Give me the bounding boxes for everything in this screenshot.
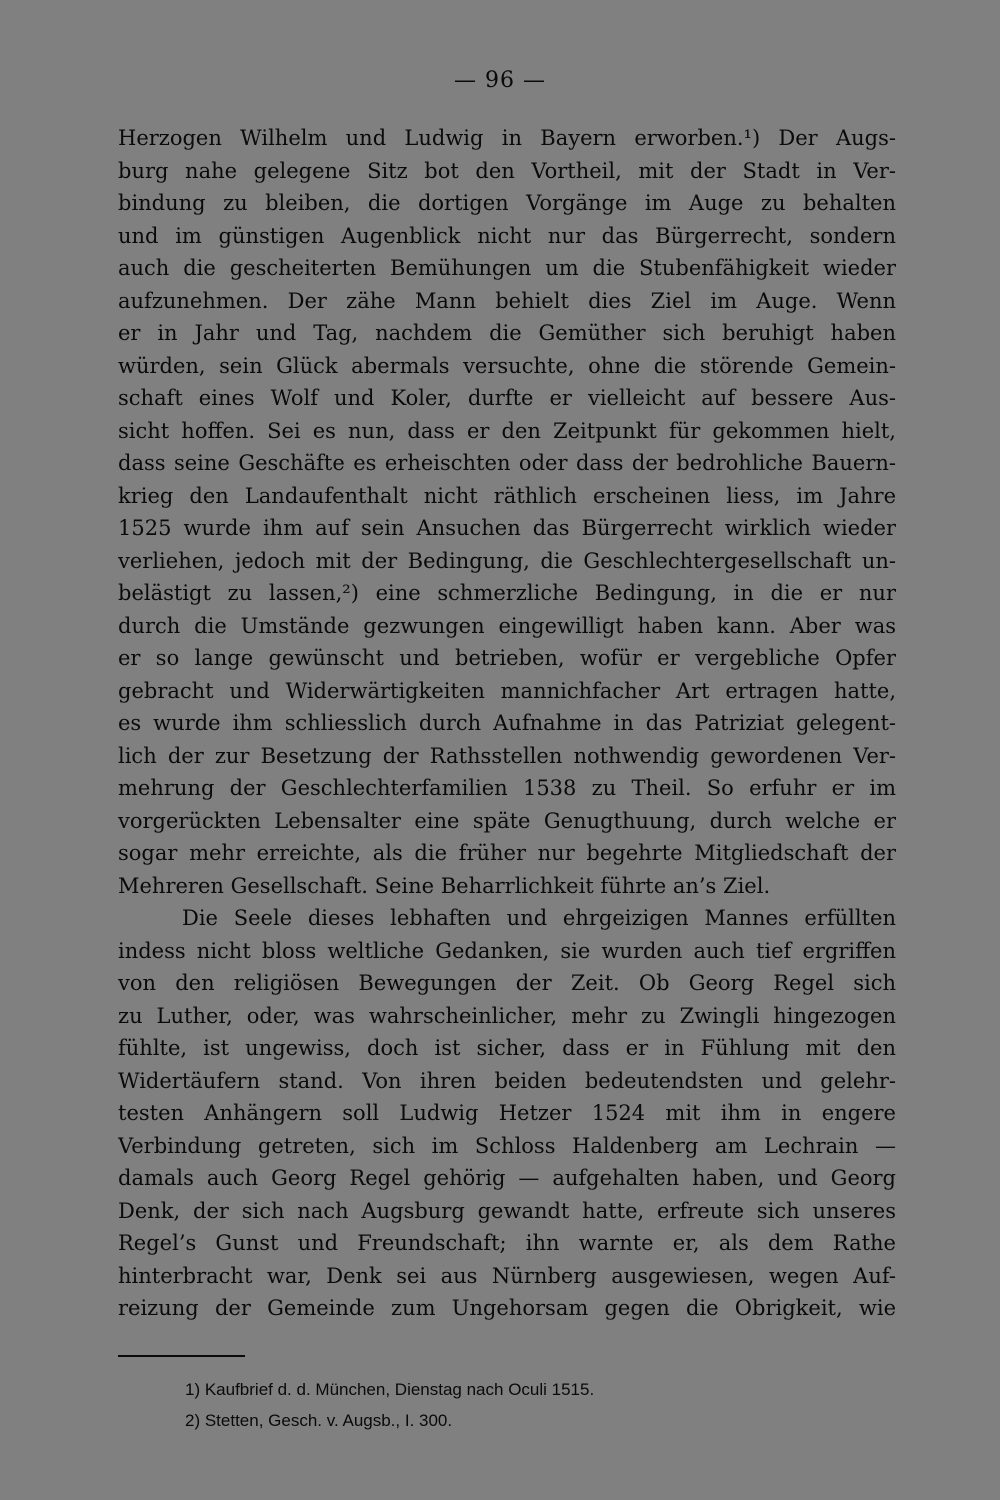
text-line: und im günstigen Augenblick nicht nur das Bürgerrecht, sondern [118, 223, 896, 248]
text-line: hinterbracht war, Denk sei aus Nürnberg ausgewiesen, wegen Auf- [118, 1263, 896, 1288]
text-line: schaft eines Wolf und Koler, durfte er vielleicht auf bessere Aus- [118, 386, 896, 410]
text-line: Herzogen Wilhelm und Ludwig in Bayern erworben.¹) Der Augs- [118, 126, 896, 150]
page-number: — 96 — [454, 68, 546, 93]
text-line: testen Anhängern soll Ludwig Hetzer 1524 mit ihm in engere [118, 1101, 896, 1125]
footnote-divider [118, 1355, 245, 1357]
text-line: Mehreren Gesellschaft. Seine Beharrlichkeit führte an’s Ziel. [118, 873, 771, 898]
text-line: Denk, der sich nach Augsburg gewandt hatte, erfreute sich unseres [118, 1198, 896, 1223]
text-line: mehrung der Geschlechterfamilien 1538 zu Theil. So erfuhr er im [118, 776, 896, 800]
footnote: 2) Stetten, Gesch. v. Augsb., I. 300. [185, 1411, 453, 1430]
footnote: 1) Kaufbrief d. d. München, Dienstag nach Oculi 1515. [185, 1380, 595, 1399]
footnotes [185, 1374, 885, 1436]
text-line: krieg den Landaufenthalt nicht räthlich erscheinen liess, im Jahre [118, 483, 896, 508]
text-line: Verbindung getreten, sich im Schloss Haldenberg am Lechrain — [118, 1133, 896, 1158]
text-line: damals auch Georg Regel gehörig — aufgehalten haben, und Georg [118, 1166, 896, 1190]
text-line: belästigt zu lassen,²) eine schmerzliche Bedingung, in die er nur [118, 581, 896, 605]
text-line: verliehen, jedoch mit der Bedingung, die Geschlechtergesellschaft un- [118, 548, 896, 573]
text-line: 1525 wurde ihm auf sein Ansuchen das Bürgerrecht wirklich wieder [118, 516, 896, 540]
text-line: Widertäufern stand. Von ihren beiden bedeutendsten und gelehr- [118, 1068, 896, 1093]
text-line: burg nahe gelegene Sitz bot den Vortheil, mit der Stadt in Ver- [118, 158, 896, 183]
text-line: reizung der Gemeinde zum Ungehorsam gegen die Obrigkeit, wie [118, 1296, 896, 1320]
body-text [118, 122, 896, 1325]
text-line: vorgerückten Lebensalter eine späte Genugthuung, durch welche er [118, 808, 896, 833]
text-line: auch die gescheiterten Bemühungen um die Stubenfähigkeit wieder [118, 256, 896, 280]
text-line: zu Luther, oder, was wahrscheinlicher, mehr zu Zwingli hingezogen [118, 1003, 896, 1028]
text-line: fühlte, ist ungewiss, doch ist sicher, dass er in Fühlung mit den [118, 1036, 896, 1060]
text-line: lich der zur Besetzung der Rathsstellen nothwendig gewordenen Ver- [118, 743, 896, 768]
text-line: er in Jahr und Tag, nachdem die Gemüther sich beruhigt haben [118, 321, 896, 345]
text-line: es wurde ihm schliesslich durch Aufnahme in das Patriziat gelegent- [118, 711, 896, 735]
text-line: Regel’s Gunst und Freundschaft; ihn warnte er, als dem Rathe [118, 1231, 896, 1255]
text-line: indess nicht bloss weltliche Gedanken, sie wurden auch tief ergriffen [118, 938, 896, 963]
text-line: bindung zu bleiben, die dortigen Vorgänge im Auge zu behalten [118, 191, 896, 215]
text-line: würden, sein Glück abermals versuchte, ohne die störende Gemein- [118, 353, 896, 378]
text-line: er so lange gewünscht und betrieben, wofür er vergebliche Opfer [118, 646, 896, 670]
text-line: durch die Umstände gezwungen eingewilligt haben kann. Aber was [118, 613, 896, 638]
text-line: gebracht und Widerwärtigkeiten mannichfacher Art ertragen hatte, [118, 678, 896, 703]
text-line: dass seine Geschäfte es erheischten oder dass der bedrohliche Bauern- [118, 451, 896, 475]
text-line: Die Seele dieses lebhaften und ehrgeizigen Mannes erfüllten [182, 906, 896, 930]
text-line: sogar mehr erreichte, als die früher nur begehrte Mitgliedschaft der [118, 841, 896, 865]
text-line: von den religiösen Bewegungen der Zeit. Ob Georg Regel sich [118, 971, 896, 995]
text-line: aufzunehmen. Der zähe Mann behielt dies Ziel im Auge. Wenn [118, 288, 896, 313]
text-line: sicht hoffen. Sei es nun, dass er den Zeitpunkt für gekommen hielt, [118, 418, 896, 443]
